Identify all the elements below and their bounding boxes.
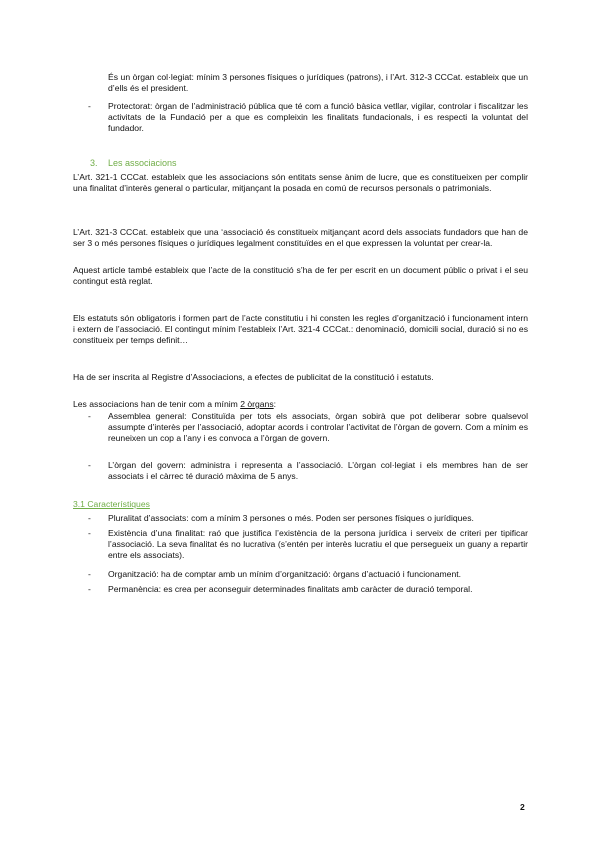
section-number: 3. — [90, 158, 98, 168]
bullet-dash: - — [88, 569, 91, 579]
characteristic-item: Existència d’una finalitat: raó que justifica l’existència de la persona jurídica i serveix de criteri per tipificar l’associació. La seva finalitat és no lucrativa (s’entén per interès lucratiu el que persegueix un guany a repartir entre els associats). — [108, 528, 528, 560]
bullet-dash: - — [88, 411, 91, 421]
paragraph-organs-intro — [73, 399, 528, 410]
protectorat-item: Protectorat: òrgan de l’administració pública que té com a funció bàsica vetllar, vigilar, controlar i fiscalitzar les activitats de la Fundació per a que es compleixin les finalitats fundacionals, i es respecti la voluntat del fundador. — [108, 101, 528, 133]
patronat-continuation: És un òrgan col·legiat: mínim 3 persones físiques o jurídiques (patrons), i l’Art. 312-3 CCCat. estableix que un d’ells és el president. — [108, 72, 528, 93]
bullet-dash: - — [88, 513, 91, 523]
paragraph-registre: Ha de ser inscrita al Registre d’Associacions, a efectes de publicitat de la constitució i estatuts. — [73, 372, 434, 382]
section-title: Les associacions — [108, 158, 177, 168]
characteristic-item: Pluralitat d’associats: com a mínim 3 persones o més. Poden ser persones físiques o jurídiques. — [108, 513, 474, 523]
paragraph-acte-constitucio: Aquest article també estableix que l’acte de la constitució s’ha de fer per escrit en un document públic o privat i el seu contingut està reglat. — [73, 265, 528, 286]
bullet-dash: - — [88, 101, 91, 111]
subsection-title: 3.1 Característiques — [73, 499, 150, 509]
paragraph-art-321-1: L’Art. 321-1 CCCat. estableix que les associacions són entitats sense ànim de lucre, que es constitueixen per complir una finalitat d’interès general o particular, mitjançant la posada en comú de recursos personals o patrimonials. — [73, 172, 528, 193]
bullet-dash: - — [88, 460, 91, 470]
bullet-dash: - — [88, 584, 91, 594]
characteristic-item: Permanència: es crea per aconseguir determinades finalitats amb caràcter de duració temporal. — [108, 584, 473, 594]
organs-intro-colon: : — [273, 399, 277, 409]
organs-intro-text: Les associacions han de tenir com a mínim — [73, 399, 241, 409]
organ-item-govern: L’òrgan del govern: administra i representa a l’associació. L’òrgan col·legiat i els membres han de ser associats i el càrrec té duració màxima de 5 anys. — [108, 460, 528, 481]
paragraph-estatuts: Els estatuts són obligatoris i formen part de l’acte constitutiu i hi consten les regles d’organització i funcionament intern i extern de l’associació. El contingut mínim l’estableix l’Art. 321-4 CCCat.: denominació, domicili social, duració si no es constitueix per temps definit… — [73, 313, 528, 345]
organ-item-assemblea: Assemblea general: Constituïda per tots els associats, òrgan sobirà que pot deliberar sobre qualsevol assumpte d’interès per l’associació, adoptar acords i controlar l’activitat de l’òrgan de govern. Com a mínim es reuneixen un cop a l’any i es convoca a l’òrgan de govern. — [108, 411, 528, 443]
page-number: 2 — [520, 802, 525, 812]
organs-count: 2 òrgans — [240, 399, 274, 409]
characteristic-item: Organització: ha de comptar amb un mínim d’organització: òrgans d’actuació i funcionament. — [108, 569, 462, 579]
paragraph-art-321-3: L’Art. 321-3 CCCat. estableix que una ‘associació és constitueix mitjançant acord dels associats fundadors que han de ser 3 o més persones físiques o jurídiques legalment constituïdes en el que expressen la voluntat per crear-la. — [73, 227, 528, 248]
bullet-dash: - — [88, 528, 91, 538]
